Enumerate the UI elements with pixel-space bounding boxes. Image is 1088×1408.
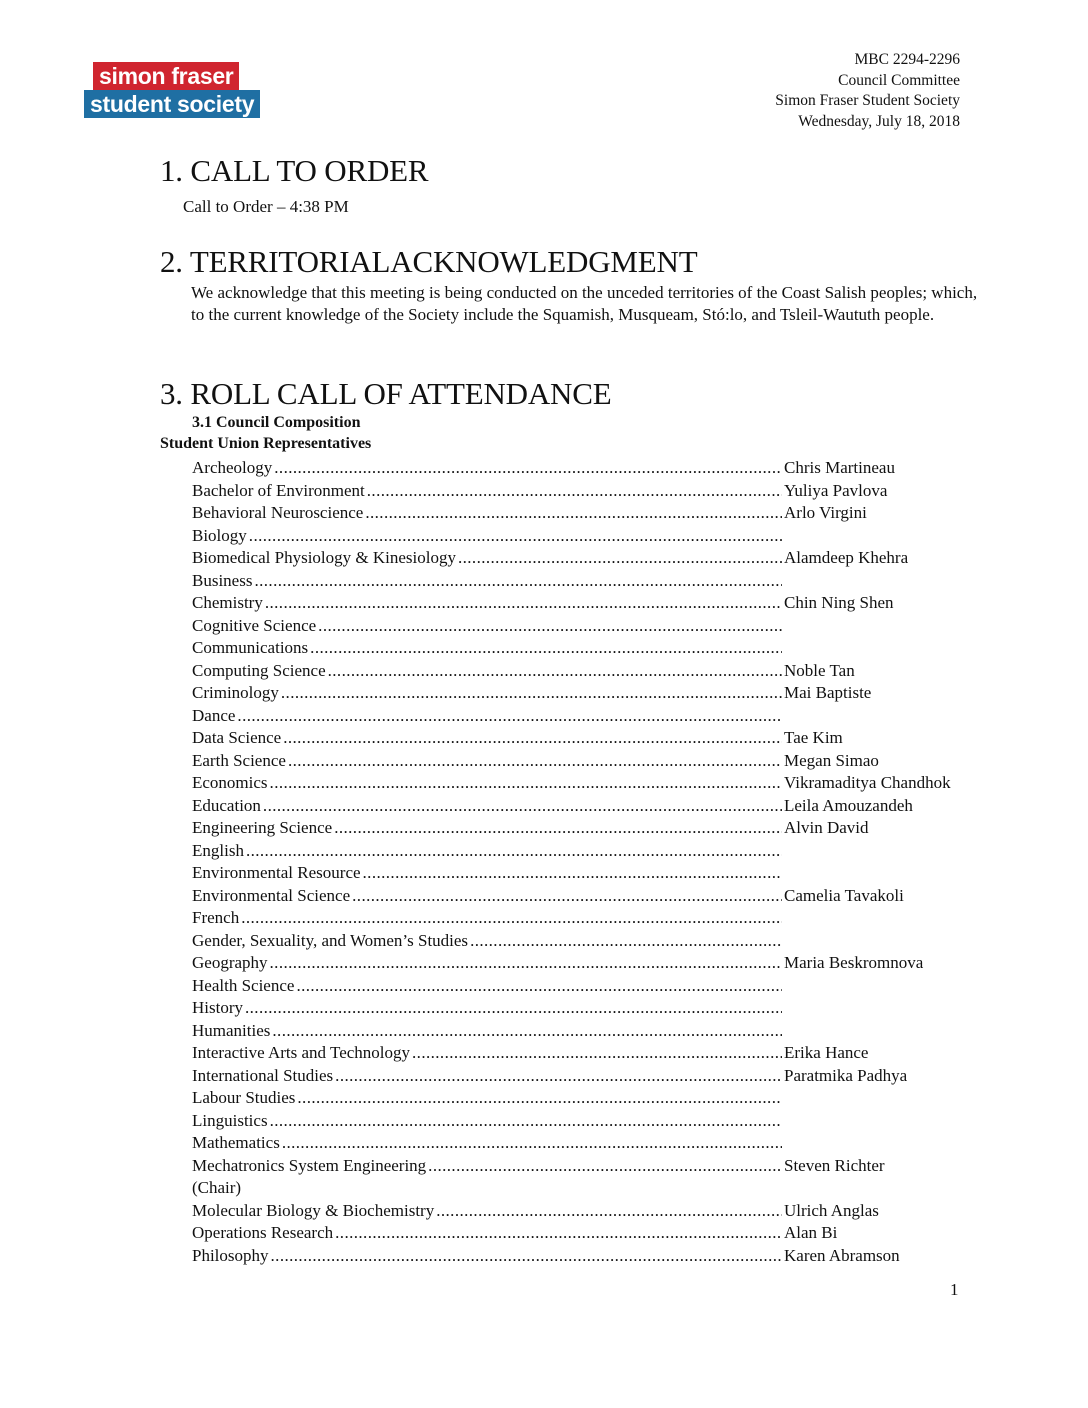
dot-leader [282,1132,782,1155]
roll-row-unit: English [192,840,244,860]
meeting-info [775,50,960,133]
attendance-list [192,457,1032,1267]
roll-row [192,930,1032,953]
dot-leader [246,840,782,863]
roll-row [192,660,1032,683]
dot-leader [412,1042,782,1065]
logo-line-1: simon fraser [93,62,239,90]
roll-row-unit: Geography [192,953,268,972]
roll-row-unit: French [192,908,240,927]
roll-row [192,1087,1032,1110]
roll-row-unit: Earth Science [192,750,286,770]
dot-leader [334,817,782,840]
roll-row-unit: Business [192,570,253,590]
roll-row-representative: Vikramaditya Chandhok [784,773,951,792]
roll-row-unit: Biology [192,525,247,545]
page-number: 1 [950,1280,959,1299]
dot-leader [270,952,782,975]
roll-row [192,750,1032,773]
roll-row-representative: Camelia Tavakoli [784,885,904,905]
roll-row [192,1110,1032,1133]
roll-row-representative: Ulrich Anglas [784,1200,879,1220]
roll-row-unit: Philosophy [192,1245,269,1265]
territorial-acknowledgment-text: We acknowledge that this meeting is being conducted on the unceded territories of the Coast Salish peoples; which, to the current knowledge of the Society include the Squamish, Musqueam, Stó:lo, and Tsleil-Waututh people. [191,283,978,324]
dot-leader [283,727,782,750]
dot-leader [328,660,782,683]
dot-leader [249,525,782,548]
roll-row-unit: Environmental Resource [192,863,361,882]
roll-row [192,907,1032,930]
roll-row-unit: Education [192,795,261,815]
dot-leader [237,705,782,728]
roll-row [192,862,1032,885]
roll-row-representative: Maria Beskromnova [784,953,924,972]
logo-line-2: student society [84,90,260,118]
dot-leader [241,907,782,930]
dot-leader [271,1245,782,1268]
roll-row-unit: Behavioral Neuroscience [192,503,364,522]
roll-row-unit: Mechatronics System Engineering [192,1155,427,1175]
dot-leader [281,682,782,705]
subsection-title: 3.1 Council Composition [192,414,361,431]
roll-row-unit: Bachelor of Environment [192,480,365,500]
roll-row [192,705,1032,728]
dot-leader [470,930,782,953]
section-2-heading: 2. TERRITORIALACKNOWLEDGMENT [160,244,698,279]
section-1-heading: 1. CALL TO ORDER [160,153,429,188]
dot-leader [288,750,782,773]
roll-row [192,1065,1032,1088]
roll-row-representative: Yuliya Pavlova [784,480,888,500]
roll-row [192,727,1032,750]
roll-row-unit: History [192,998,243,1017]
roll-row [192,525,1032,548]
roll-row-unit: Engineering Science [192,818,333,837]
roll-row [192,502,1032,525]
dot-leader [270,772,782,795]
meeting-date: Wednesday, July 18, 2018 [798,113,960,131]
roll-row [192,480,1032,503]
dot-leader [458,547,782,570]
roll-row-representative: Alvin David [784,818,869,837]
roll-row [192,682,1032,705]
dot-leader [335,1222,782,1245]
dot-leader [263,795,782,818]
roll-row-unit: Molecular Biology & Biochemistry [192,1200,435,1220]
roll-row-representative: Megan Simao [784,750,879,770]
roll-row-representative: Karen Abramson [784,1245,900,1265]
meeting-organization: Simon Fraser Student Society [775,92,960,110]
roll-row-unit: Cognitive Science [192,615,317,635]
roll-row-unit: Mathematics [192,1133,280,1152]
roll-row-unit: Health Science [192,975,295,995]
roll-row-representative: Erika Hance [784,1043,869,1062]
roll-row [192,1132,1032,1155]
roll-row-representative: Alamdeep Khehra [784,548,909,567]
roll-row-unit: Dance [192,705,236,725]
dot-leader [310,637,782,660]
roll-row-unit: Operations Research [192,1223,334,1242]
roll-row [192,952,1032,975]
roll-row [192,547,1032,570]
roll-row-unit: (Chair) [192,1178,242,1197]
dot-leader [318,615,782,638]
roll-row-unit: Gender, Sexuality, and Women’s Studies [192,930,469,950]
roll-row-unit: Economics [192,773,268,792]
dot-leader [254,570,782,593]
call-to-order-text: Call to Order – 4:38 PM [183,197,349,216]
roll-row-unit: Linguistics [192,1110,268,1130]
roll-row [192,637,1032,660]
roll-row-unit: Interactive Arts and Technology [192,1043,411,1062]
roll-row-unit: Computing Science [192,660,326,680]
roll-row-representative: Arlo Virgini [784,503,867,522]
roll-row [192,457,1032,480]
roll-row [192,840,1032,863]
roll-row [192,1020,1032,1043]
roll-row-unit: Data Science [192,728,282,747]
group-title: Student Union Representatives [160,435,372,452]
roll-row-unit: International Studies [192,1065,334,1085]
dot-leader [436,1200,782,1223]
roll-row-representative: Paratmika Padhya [784,1065,908,1085]
roll-row-unit: Biomedical Physiology & Kinesiology [192,548,456,567]
dot-leader [245,997,782,1020]
dot-leader [270,1110,782,1133]
roll-row-representative: Steven Richter [784,1155,885,1175]
roll-row [192,1042,1032,1065]
roll-row-unit: Humanities [192,1020,271,1040]
roll-row-representative: Mai Baptiste [784,683,872,702]
meeting-code: MBC 2294-2296 [854,51,960,68]
roll-row [192,817,1032,840]
roll-row-unit: Communications [192,638,309,657]
roll-row-unit: Criminology [192,683,279,702]
roll-row [192,1222,1032,1245]
roll-row [192,885,1032,908]
dot-leader [367,480,782,503]
roll-row-representative: Chin Ning Shen [784,593,894,612]
dot-leader [265,592,782,615]
dot-leader [363,862,782,885]
roll-row [192,1245,1032,1268]
dot-leader [352,885,782,908]
dot-leader [428,1155,782,1178]
sfss-logo [84,62,260,118]
dot-leader [296,975,782,998]
roll-row-representative: Tae Kim [784,728,843,747]
dot-leader [272,1020,782,1043]
roll-row [192,795,1032,818]
roll-row [192,975,1032,998]
roll-row [192,592,1032,615]
roll-row-unit: Archeology [192,458,273,477]
roll-row-unit: Environmental Science [192,885,351,905]
dot-leader [297,1087,782,1110]
roll-row-representative: Leila Amouzandeh [784,795,913,815]
dot-leader [274,457,782,480]
roll-row [192,1200,1032,1223]
roll-row [192,1177,1032,1200]
roll-row-unit: Labour Studies [192,1088,296,1107]
dot-leader [365,502,782,525]
roll-row-representative: Chris Martineau [784,458,895,477]
roll-row [192,1155,1032,1178]
roll-row [192,570,1032,593]
roll-row-unit: Chemistry [192,593,263,612]
roll-row [192,772,1032,795]
meeting-committee: Council Committee [838,71,960,89]
section-3-heading: 3. ROLL CALL OF ATTENDANCE [160,376,612,411]
dot-leader [335,1065,782,1088]
roll-row-representative: Noble Tan [784,660,855,680]
roll-row [192,997,1032,1020]
roll-row-representative: Alan Bi [784,1223,838,1242]
roll-row [192,615,1032,638]
